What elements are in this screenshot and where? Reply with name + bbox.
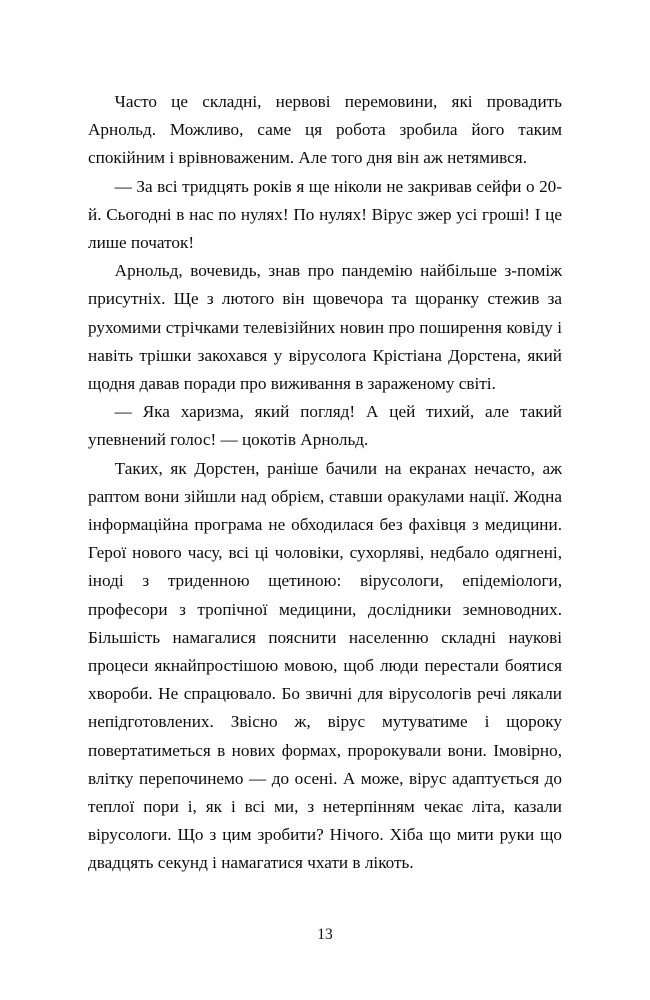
paragraph: — Яка харизма, який погляд! А цей тихий, але такий упевнений голос! — цокотів Арнольд. xyxy=(88,402,562,450)
paragraph: Арнольд, вочевидь, знав про пандемію найбільше з-поміж присутніх. Ще з лютого він щовечора та щоранку стежив за рухомими стрічками телевізійних новин про поширення ковіду і навіть трішки закохався у вірусолога Крістіана Дорстена, який щодня давав поради про виживання в зараженому світі. xyxy=(88,261,562,394)
paragraph: Таких, як Дорстен, раніше бачили на екранах нечасто, аж раптом вони зійшли над обрієм, ставши оракулами нації. Жодна інформаційна програма не обходилася без фахівця з медицини. Герої нового часу, всі ці чоловіки, сухорляві, недбало одягнені, іноді з триденною щетиною: вірусологи, епідеміологи, професори з тропічної медицини, дослідники земноводних. Більшість намагалися пояснити населенню складні наукові процеси якнайпростішою мовою, щоб люди перестали боятися хвороби. Не спрацювало. Бо звичні для вірусологів речі лякали непідготовлених. Звісно ж, вірус мутуватиме і щороку повертатиметься в нових формах, пророкували вони. Імовірно, влітку перепочинемо — до осені. А може, вірус адаптується до теплої пори і, як і всі ми, з нетерпінням чекає літа, казали вірусологи. Що з цим зробити? Нічого. Хіба що мити руки що двадцять секунд і намагатися чхати в лікоть. xyxy=(88,458,562,873)
paragraph: Часто це складні, нервові перемовини, які провадить Арнольд. Можливо, саме ця робота зробила його таким спокійним і врівноваженим. Але того дня він аж нетямився. xyxy=(88,92,562,168)
page-number: 13 xyxy=(317,926,333,943)
paragraph: — За всі тридцять років я ще ніколи не закривав сейфи о 20-й. Сьогодні в нас по нулях! По нулях! Вірус зжер усі гроші! І це лише початок! xyxy=(88,176,562,253)
page-text-block xyxy=(88,88,562,878)
